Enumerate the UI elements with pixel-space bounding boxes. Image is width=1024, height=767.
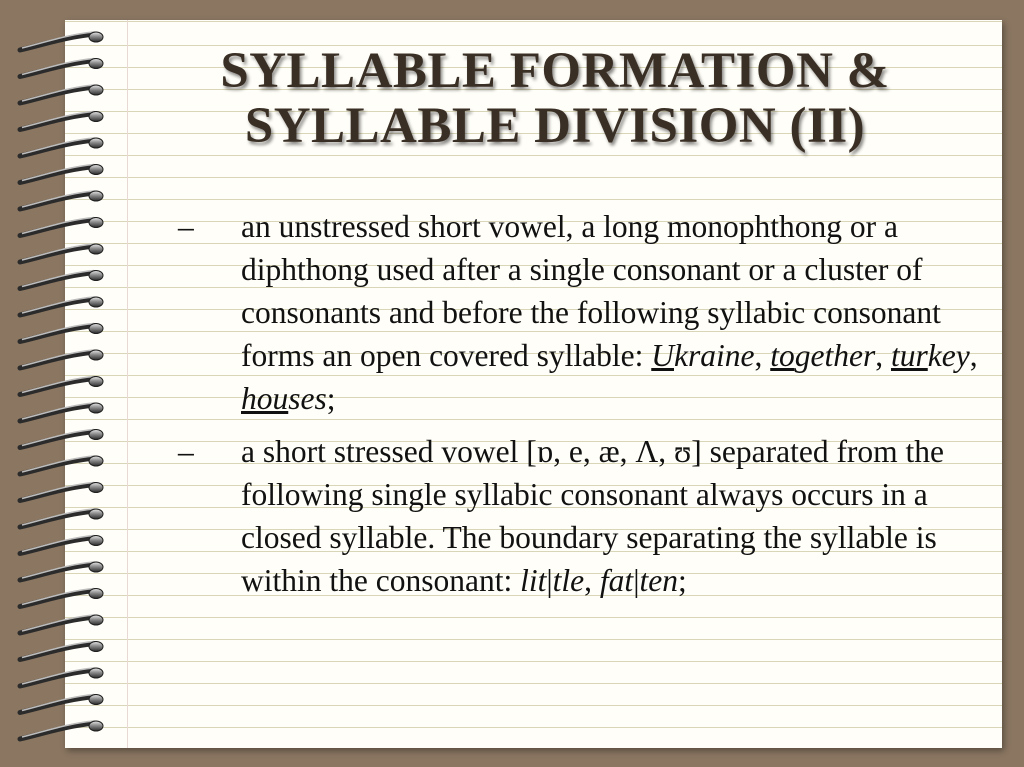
- list-item: – a short stressed vowel [ɒ, e, æ, Λ, ʊ] separated from the following single syllabic consonant always occurs in a closed syllable. The boundary separating the syllable is within the consonant: lit|tle, fat|ten;: [150, 430, 995, 602]
- example-word: together: [770, 338, 876, 373]
- bullet-dash: –: [178, 209, 194, 244]
- title-line-2: SYLLABLE DIVISION (II): [244, 98, 866, 154]
- example-word: turkey: [890, 338, 970, 373]
- list-item: – an unstressed short vowel, a long monophthong or a diphthong used after a single consonant or a cluster of consonants and before the following syllabic consonant forms an open covered syllable: Ukraine, together, turkey, houses;: [150, 205, 995, 420]
- item-text: an unstressed short vowel, a long monophthong or a diphthong used after a single consonant or a cluster of consonants and before the following syllabic consonant forms an open covered syllable:: [241, 209, 941, 373]
- bullet-list: [150, 205, 995, 612]
- example-word: lit|tle: [520, 563, 585, 598]
- example-word: Ukraine: [651, 338, 755, 373]
- slide-title: [140, 44, 970, 154]
- title-line-1: SYLLABLE FORMATION &: [220, 43, 890, 99]
- example-word: fat|ten: [599, 563, 678, 598]
- example-word: houses: [241, 381, 327, 416]
- bullet-dash: –: [178, 434, 194, 469]
- item-text: a short stressed vowel [ɒ, e, æ, Λ, ʊ] separated from the following single syllabic consonant always occurs in a closed syllable. The boundary separating the syllable is within the consonant:: [241, 434, 945, 598]
- spiral-binding-icon: [0, 0, 130, 767]
